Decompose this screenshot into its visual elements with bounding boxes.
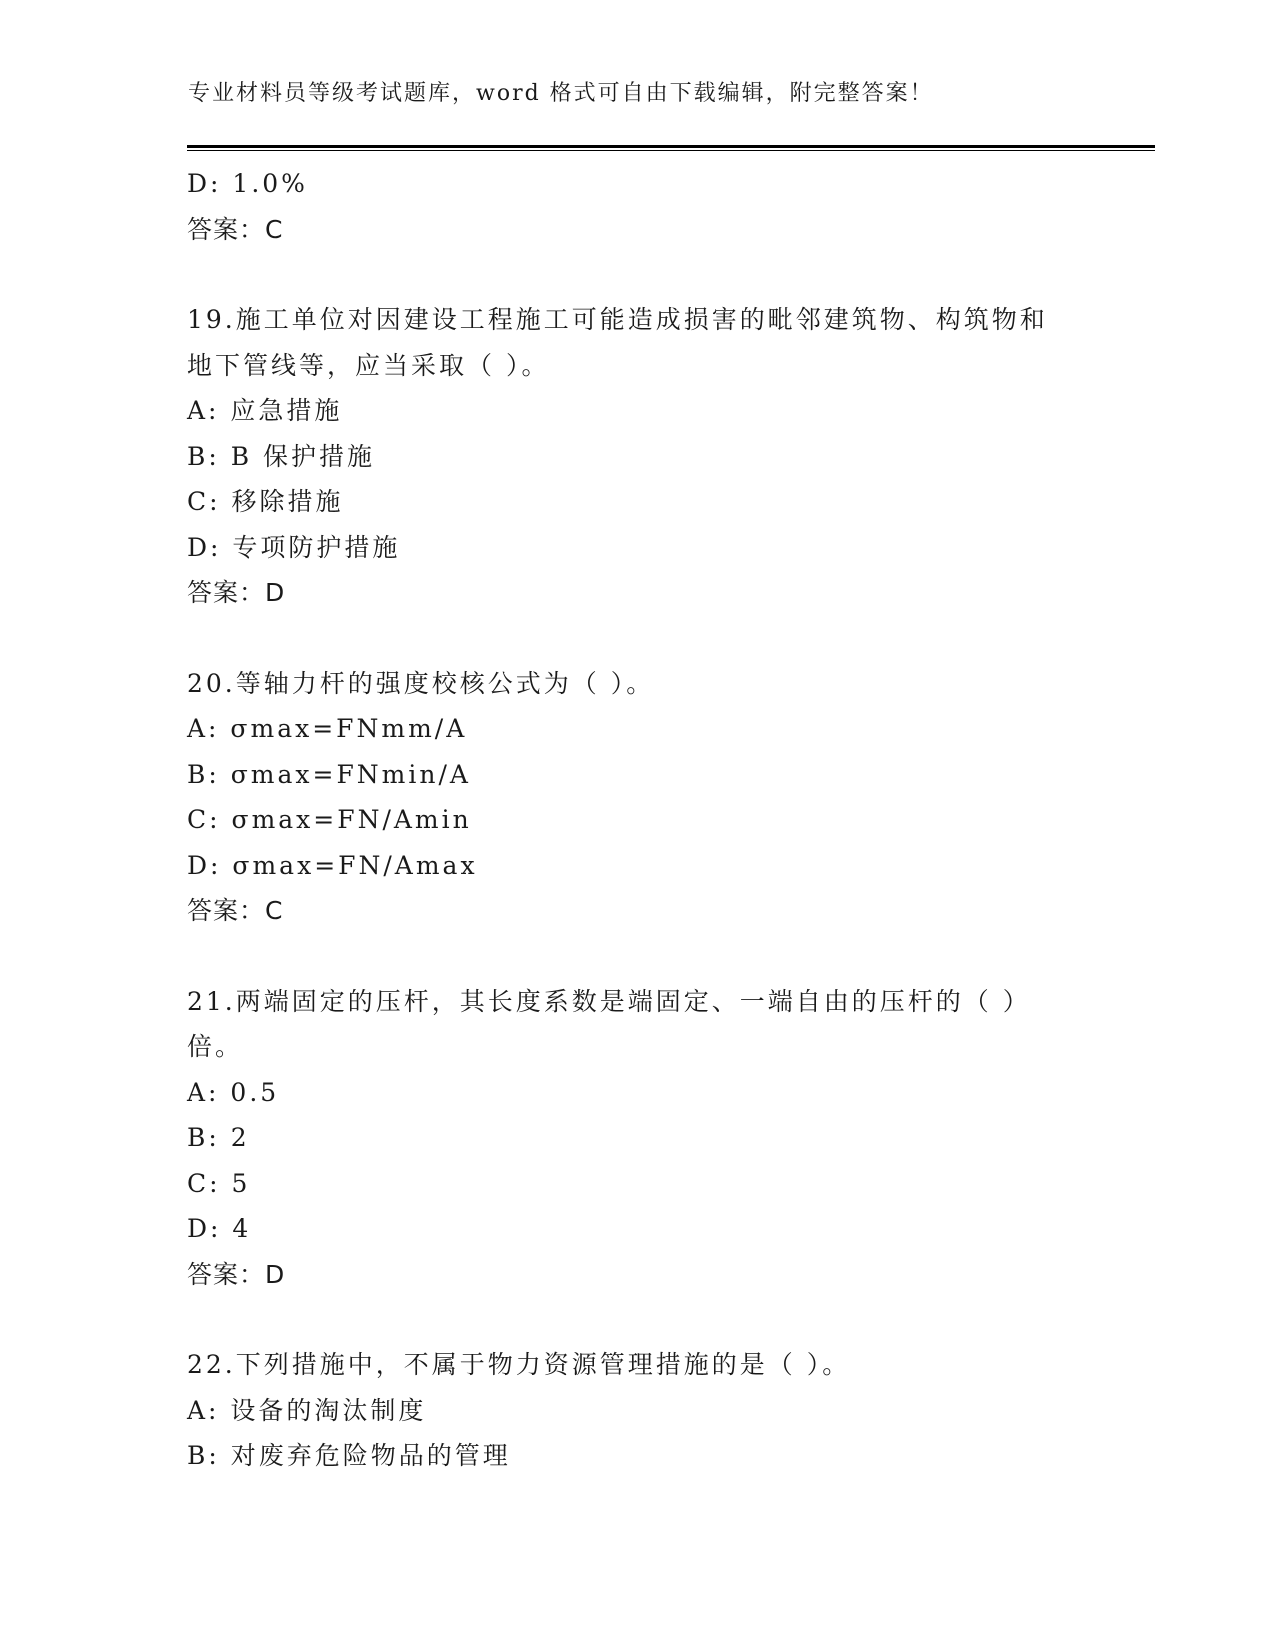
question-block-20 — [187, 661, 1087, 934]
answer-line: 答案：D — [187, 1259, 286, 1289]
option-b: B: σmax=FNmin/A — [187, 759, 471, 789]
question-text: 地下管线等，应当采取（ ）。 — [187, 350, 550, 380]
option-d: D: 4 — [187, 1214, 252, 1243]
option-a: A: 0.5 — [187, 1077, 280, 1107]
option-d: D: 1.0% — [187, 169, 308, 198]
option-c: C: σmax=FN/Amin — [187, 805, 472, 834]
spacer — [187, 934, 1087, 979]
question-block-22 — [187, 1342, 1087, 1479]
spacer — [187, 616, 1087, 661]
option-a: A: σmax=FNmm/A — [187, 714, 468, 743]
question-block-21 — [187, 979, 1087, 1298]
header-rule-thin — [187, 150, 1155, 151]
header-rule-thick — [187, 145, 1155, 148]
spacer — [187, 252, 1087, 297]
question-text: 倍。 — [187, 1032, 244, 1061]
question-text: 22.下列措施中，不属于物力资源管理措施的是（ ）。 — [187, 1350, 851, 1379]
option-b: B: 2 — [187, 1123, 250, 1152]
answer-line: 答案：C — [187, 896, 284, 925]
option-b: B: B 保护措施 — [187, 441, 376, 471]
option-a: A: 设备的淘汰制度 — [187, 1395, 427, 1425]
question-block-19 — [187, 297, 1087, 616]
option-c: C: 移除措施 — [187, 487, 344, 516]
page-header: 专业材料员等级考试题库，word 格式可自由下载编辑，附完整答案！ — [188, 81, 934, 106]
question-block-prev — [187, 161, 1087, 252]
option-d: D: 专项防护措施 — [187, 532, 401, 562]
option-a: A: 应急措施 — [187, 396, 343, 425]
question-list — [187, 161, 1087, 1479]
spacer — [187, 1297, 1087, 1342]
option-c: C: 5 — [187, 1168, 251, 1198]
question-text: 20.等轴力杆的强度校核公式为（ ）。 — [187, 668, 655, 698]
option-b: B: 对废弃危险物品的管理 — [187, 1441, 511, 1470]
question-text: 21.两端固定的压杆，其长度系数是端固定、一端自由的压杆的（ ） — [187, 986, 1031, 1016]
answer-line: 答案：D — [187, 578, 286, 607]
answer-line: 答案：C — [187, 214, 284, 244]
option-d: D: σmax=FN/Amax — [187, 850, 478, 880]
question-text: 19.施工单位对因建设工程施工可能造成损害的毗邻建筑物、构筑物和 — [187, 305, 1048, 334]
